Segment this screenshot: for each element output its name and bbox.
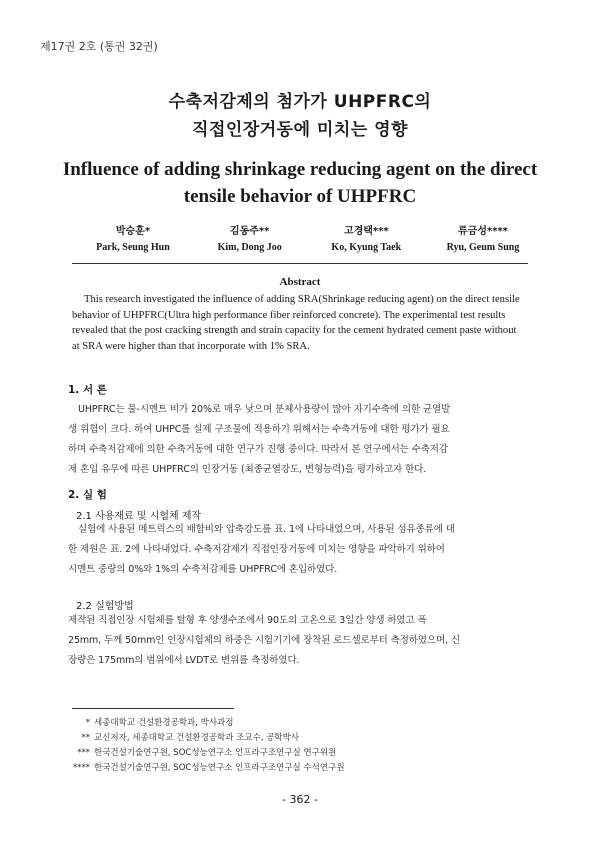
method-paragraph: [68, 611, 534, 671]
section-heading-experiment: 2. 실 험: [68, 489, 107, 501]
paragraph-line: 실험에 사용된 메트릭스의 배합비와 압축강도를 표. 1에 나타내었으며, 사용된 섬유종류에 대: [78, 524, 455, 535]
author-name-ko: 고경택***: [343, 226, 389, 237]
footnote: [66, 761, 536, 776]
abstract-line: This research investigated the influence of adding SRA(Shrinkage reducing agent) on the direct tensile: [84, 294, 520, 305]
korean-title: [0, 88, 600, 144]
abstract-line: behavior of UHPFRC(Ultra high performance fiber reinforced concrete). The experimental test results: [72, 309, 506, 321]
abstract-text: [72, 292, 528, 354]
author: [195, 224, 305, 256]
paragraph-line: 제작된 직접인장 시험체를 탈형 후 양생수조에서 90도의 고온으로 3일간 양생 하였고 폭: [68, 615, 427, 626]
divider: [72, 263, 528, 264]
footnote-text: 한국건설기술연구원, SOC성능연구소 인프라구조연구실 수석연구원: [94, 763, 345, 773]
author: [428, 224, 538, 256]
author-name-ko: 류금성****: [458, 226, 508, 237]
english-title: [0, 156, 600, 210]
footnote: [66, 716, 536, 731]
abstract-heading: Abstract: [279, 276, 321, 288]
english-title-line-1: Influence of adding shrinkage reducing agent on the direct: [62, 159, 538, 180]
footnote: [66, 731, 536, 746]
paragraph-line: 생 위험이 크다. 하여 UHPC를 실제 구조물에 적용하기 위해서는 수축거동에 대한 평가가 필요: [68, 424, 450, 435]
paragraph-line: 하며 수축저감제에 의한 수축거동에 대한 연구가 진행 중이다. 따라서 본 연구에서는 수축저감: [68, 444, 448, 455]
paragraph-line: UHPFRC는 물-시멘트 비가 20%로 매우 낮으며 분체사용량이 많아 자기수축에 의한 균열발: [78, 404, 451, 415]
abstract-line: revealed that the post cracking strength and strain capacity for the cement hydrated cement paste without: [72, 325, 517, 336]
author: [311, 224, 421, 256]
korean-title-line-1: 수축저감제의 첨가가 UHPFRC의: [168, 92, 432, 112]
korean-title-line-2: 직접인장거동에 미치는 영향: [192, 120, 408, 140]
section-heading-introduction: 1. 서 론: [68, 384, 107, 396]
author-name-en: Park, Seung Hun: [96, 242, 170, 253]
author-name-en: Ko, Kyung Taek: [331, 242, 402, 253]
page-number: - 362 -: [282, 793, 318, 806]
paragraph-line: 25mm, 두께 50mm인 인장시험체의 하중은 시험기기에 장착된 로드셀로부터 측정하였으며, 신: [68, 635, 461, 646]
introduction-paragraph: [68, 400, 534, 480]
footnote-text: 교신저자, 세종대학교 건설환경공학과 조교수, 공학박사: [94, 733, 300, 743]
author-name-en: Ryu, Geum Sung: [446, 242, 520, 253]
paragraph-line: 장량은 175mm의 범위에서 LVDT로 변위를 측정하였다.: [68, 655, 300, 666]
footnote-mark: ***: [77, 748, 90, 758]
paragraph-line: 제 혼입 유무에 따른 UHPFRC의 인장거동 (최종균열강도, 변형능력)을 평가하고자 한다.: [68, 464, 427, 475]
author-name-en: Kim, Dong Joo: [217, 242, 282, 253]
author-name-ko: 박승훈*: [115, 226, 151, 237]
footnote-mark: **: [81, 733, 90, 743]
footnote: [66, 746, 536, 761]
journal-volume: 제17권 2호 (통권 32권): [40, 40, 158, 53]
subsection-heading-materials: 2.1 사용재료 및 시험체 제작: [76, 511, 202, 522]
subsection-heading-method: 2.2 실험방법: [76, 601, 134, 612]
paragraph-line: 시멘트 중량의 0%와 1%의 수축저감제를 UHPFRC에 혼입하였다.: [68, 564, 338, 575]
footnote-text: 한국건설기술연구원, SOC성능연구소 인프라구조연구실 연구위원: [94, 748, 337, 758]
materials-paragraph: [68, 520, 534, 580]
author-name-ko: 김동주**: [229, 226, 270, 237]
footnote-text: 세종대학교 건설환경공학과, 박사과정: [94, 718, 234, 728]
english-title-line-2: tensile behavior of UHPFRC: [183, 186, 417, 207]
abstract-line: at SRA were higher than that incorporate with 1% SRA.: [72, 340, 310, 352]
author-list: [78, 224, 538, 256]
paragraph-line: 한 제원은 표. 2에 나타내었다. 수축저감제가 직접인장거동에 미치는 영향을 파악하기 위하여: [68, 544, 445, 555]
footnote-divider: [72, 708, 234, 709]
footnote-mark: *: [85, 718, 90, 728]
footnotes: [66, 716, 536, 776]
footnote-mark: ****: [73, 763, 90, 773]
author: [78, 224, 188, 256]
